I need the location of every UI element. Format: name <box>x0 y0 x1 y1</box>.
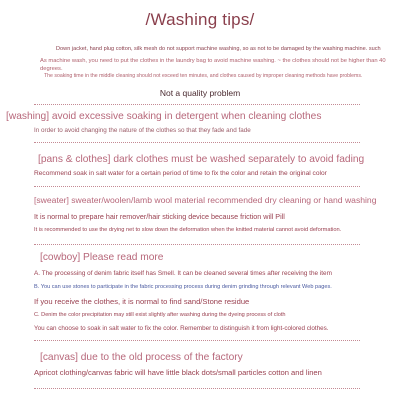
sweater-heading: [sweater] sweater/woolen/lamb wool material recommended dry cleaning or hand washing <box>34 195 377 205</box>
divider <box>34 244 360 245</box>
washing-text: In order to avoid changing the nature of the clothes so that they fade and fade <box>34 127 251 134</box>
cowboy-line-residue: If you receive the clothes, it is normal to find sand/Stone residue <box>34 297 250 306</box>
pans-text: Recommend soak in salt water for a certain period of time to fix the color and retain the original color <box>34 170 327 177</box>
sweater-text-1: It is normal to prepare hair remover/hair sticking device because friction will Pill <box>34 212 285 221</box>
page-title: /Washing tips/ <box>145 10 255 29</box>
cowboy-line-c: C. Denim the color precipitation may still exist slightly after washing during the dyeing process of cloth <box>34 312 286 318</box>
not-quality-heading: Not a quality problem <box>159 88 241 98</box>
cowboy-line-a: A. The processing of denim fabric itself has Smell. It can be cleaned several times after receiving the item <box>34 270 332 277</box>
pans-heading: [pans & clothes] dark clothes must be washed separately to avoid fading <box>38 154 365 165</box>
intro-line-1: Down jacket, hand plug cotton, silk mesh do not support machine washing, so as not to be damaged by the washing machine. such <box>56 46 381 52</box>
cowboy-line-soak: You can choose to soak in salt water to fix the color. Remember to distinguish it from light-colored clothes. <box>34 325 329 332</box>
divider <box>34 388 360 389</box>
divider <box>34 186 360 187</box>
washing-heading: [washing] avoid excessive soaking in detergent when cleaning clothes <box>6 111 322 122</box>
canvas-text: Apricot clothing/canvas fabric will have little black dots/small particles cotton and linen <box>34 368 322 377</box>
divider <box>34 142 360 143</box>
divider <box>34 104 360 105</box>
sweater-text-2: It is recommended to use the drying net to slow down the deformation when the knitted material cannot avoid deformation. <box>34 227 342 233</box>
intro-line-2: As machine wash, you need to put the clothes in the laundry bag to avoid machine washing. ~ the clothes should not be higher than 40 degrees. <box>40 58 386 72</box>
cowboy-heading: [cowboy] Please read more <box>40 252 164 263</box>
intro-line-3: The soaking time in the middle cleaning should not exceed ten minutes, and clothes caused by improper cleaning methods have problems. <box>44 73 363 79</box>
divider <box>34 340 360 341</box>
cowboy-line-b: B. You can use stones to participate in the fabric processing process during denim grinding through relevant Web pages. <box>34 284 332 290</box>
canvas-heading: [canvas] due to the old process of the factory <box>40 352 243 363</box>
